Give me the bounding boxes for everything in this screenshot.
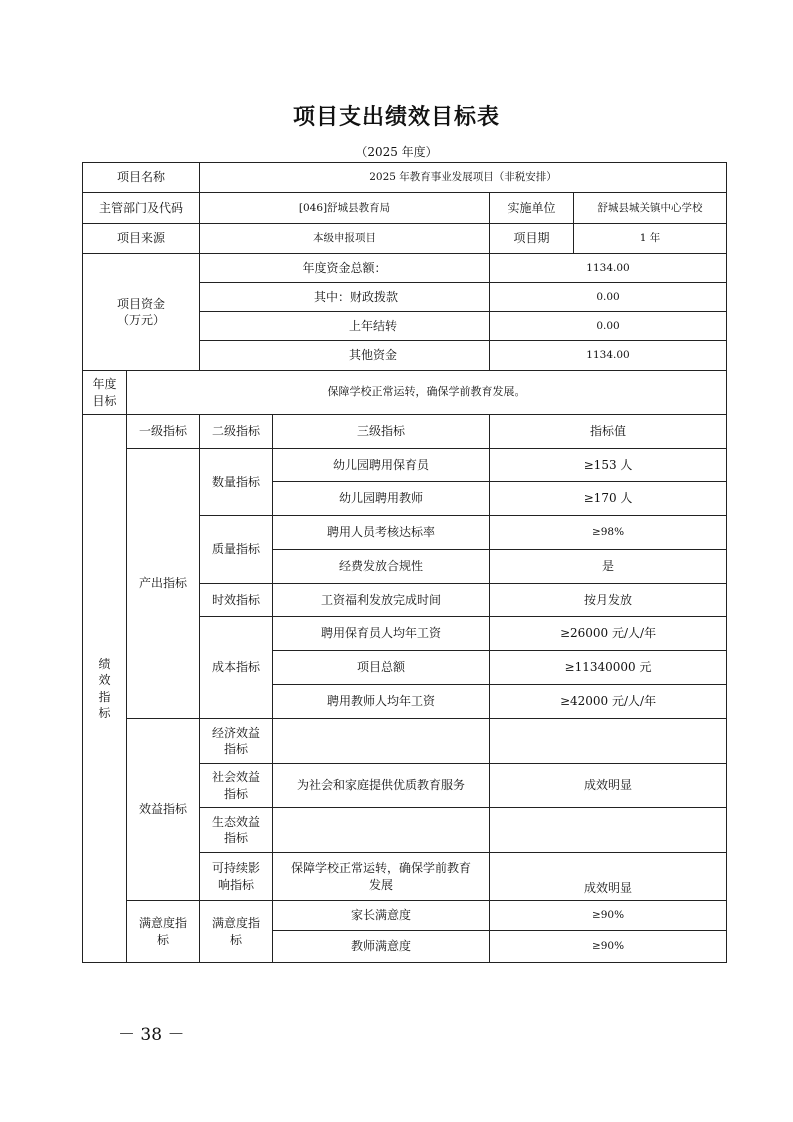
label-line: 标 [230,932,243,947]
indicator-value: ≥153 人 [490,449,727,482]
label-line: 响指标 [218,877,255,892]
label-line: 生态效益 [212,814,261,829]
annual-goal-text: 保障学校正常运转，确保学前教育发展。 [127,371,727,415]
ecological-benefit-label [200,808,273,853]
quality-indicator-label: 质量指标 [200,516,273,584]
project-name-value: 2025 年教育事业发展项目（非税安排） [200,163,727,193]
impl-unit-value: 舒城县城关镇中心学校 [574,193,727,224]
indicator-name: 聘用保育员人均年工资 [273,617,490,651]
header-level3: 三级指标 [273,415,490,449]
dept-row [83,193,727,224]
social-benefit-label [200,764,273,808]
funds-label [83,254,200,371]
output-indicator-label: 产出指标 [127,449,200,719]
section-char: 指 [98,689,111,704]
funds-row [83,254,727,283]
name-line: 保障学校正常运转，确保学前教育 [291,861,472,876]
indicator-value: ≥26000 元/人/年 [490,617,727,651]
indicator-row [83,449,727,482]
indicator-name: 幼儿园聘用保育员 [273,449,490,482]
source-value: 本级申报项目 [200,224,490,254]
indicator-name: 聘用教师人均年工资 [273,685,490,719]
header-value: 指标值 [490,415,727,449]
indicator-value: ≥90% [490,901,727,931]
indicator-name [273,719,490,764]
economic-benefit-label [200,719,273,764]
sustainable-impact-label [200,853,273,901]
indicator-value: ≥170 人 [490,482,727,516]
funds-item-value: 1134.00 [490,254,727,283]
project-name-row [83,163,727,193]
label-line: 标 [157,932,170,947]
indicator-value: ≥42000 元/人/年 [490,685,727,719]
label-line: 指标 [224,742,249,756]
source-label: 项目来源 [83,224,200,254]
label-line: 可持续影 [212,861,261,876]
impl-unit-label: 实施单位 [490,193,574,224]
header-level2: 二级指标 [200,415,273,449]
name-line: 发展 [369,877,394,892]
satisfaction-sub-label [200,901,273,963]
indicator-name: 家长满意度 [273,901,490,931]
indicator-value: 成效明显 [490,853,727,901]
funds-item-value: 1134.00 [490,341,727,371]
label-line: 满意度指 [139,916,188,931]
indicator-name: 经费发放合规性 [273,550,490,584]
indicator-name: 教师满意度 [273,931,490,963]
indicator-row [83,719,727,764]
performance-indicators-label [83,415,127,963]
label-line: 指标 [224,786,249,801]
dept-value: [046]舒城县教育局 [200,193,490,224]
indicator-name: 项目总额 [273,651,490,685]
indicator-name: 为社会和家庭提供优质教育服务 [273,764,490,808]
funds-item-label: 其他资金 [200,341,490,371]
label-line: 满意度指 [212,916,261,931]
period-label: 项目期 [490,224,574,254]
funds-item-label: 上年结转 [200,312,490,341]
section-char: 绩 [98,657,111,672]
funds-item-value: 0.00 [490,312,727,341]
indicator-name: 聘用人员考核达标率 [273,516,490,550]
indicator-value: 按月发放 [490,584,727,617]
header-level1: 一级指标 [127,415,200,449]
label-line: 经济效益 [212,725,261,740]
indicator-header-row [83,415,727,449]
cost-indicator-label: 成本指标 [200,617,273,719]
annual-goal-label [83,371,127,415]
funds-unit: （万元） [117,313,166,327]
period-value: 1 年 [574,224,727,254]
page-number: － 38 － [118,1025,185,1045]
benefit-indicator-label: 效益指标 [127,719,200,901]
section-char: 标 [98,705,111,720]
quantity-indicator-label: 数量指标 [200,449,273,516]
indicator-value [490,808,727,853]
section-char: 效 [98,673,111,688]
funds-label-text: 项目资金 [117,296,166,311]
indicator-value: ≥90% [490,931,727,963]
indicator-row [83,901,727,931]
annual-goal-label-line: 年度 [92,377,117,392]
indicator-value: 是 [490,550,727,584]
funds-item-value: 0.00 [490,283,727,312]
annual-goal-row [83,371,727,415]
funds-item-label: 其中：财政拨款 [200,283,490,312]
indicator-value: ≥98% [490,516,727,550]
indicator-value: 成效明显 [490,764,727,808]
indicator-value: ≥11340000 元 [490,651,727,685]
funds-item-label: 年度资金总额： [200,254,490,283]
source-row [83,224,727,254]
indicator-name [273,808,490,853]
performance-target-table [82,162,727,963]
project-name-label: 项目名称 [83,163,200,193]
indicator-name: 幼儿园聘用教师 [273,482,490,516]
satisfaction-indicator-label [127,901,200,963]
annual-goal-label-line: 目标 [92,393,117,408]
page-title: 项目支出绩效目标表 [292,105,500,130]
indicator-name [273,853,490,901]
indicator-value [490,719,727,764]
timeliness-indicator-label: 时效指标 [200,584,273,617]
indicator-name: 工资福利发放完成时间 [273,584,490,617]
fiscal-year: （2025 年度） [355,145,438,159]
label-line: 指标 [224,831,249,845]
dept-label: 主管部门及代码 [83,193,200,224]
label-line: 社会效益 [212,770,261,785]
